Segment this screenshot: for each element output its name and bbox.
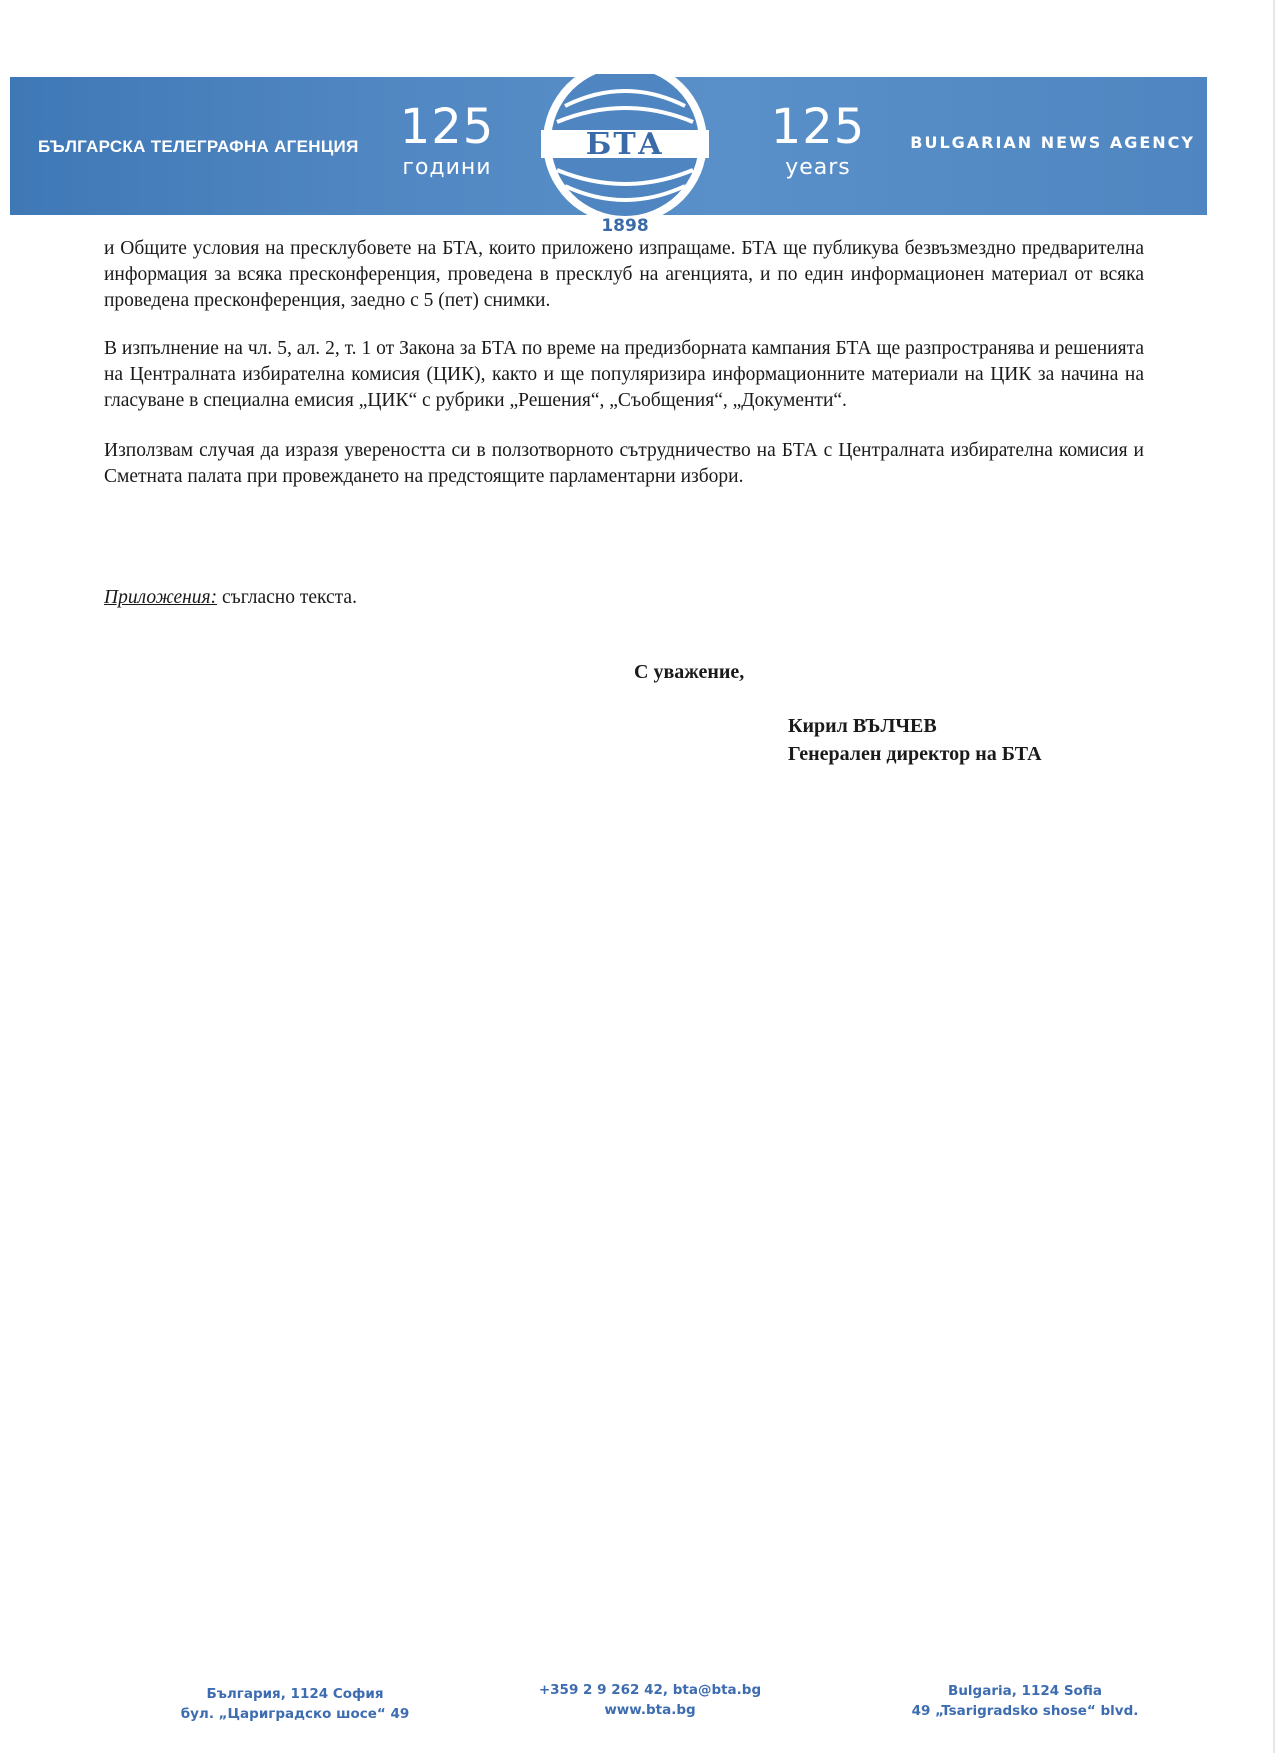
logo-text: БТА: [585, 127, 665, 162]
footer-website: www.bta.bg: [604, 1702, 696, 1718]
anniversary-en: [763, 99, 873, 180]
letter-body: [104, 236, 1144, 490]
body-paragraph-3: Използвам случая да изразя увереността си в ползотворното сътрудничество на БТА с Централната избирателна комисия и Сметната палата при провеждането на предстоящите парламентарни избори.: [104, 440, 1144, 487]
signature-block: [788, 712, 1042, 768]
signatory-title: Генерален директор на БТА: [788, 743, 1042, 765]
agency-name-bg: БЪЛГАРСКА ТЕЛЕГРАФНА АГЕНЦИЯ: [38, 137, 359, 156]
anniversary-word-en: years: [785, 155, 851, 180]
attachments-label: Приложения:: [104, 587, 218, 608]
footer-left-line-1: България, 1124 София: [206, 1686, 384, 1702]
signatory-name: Кирил ВЪЛЧЕВ: [788, 715, 937, 737]
anniversary-number-bg: 125: [399, 99, 495, 155]
footer-right-line-1: Bulgaria, 1124 Sofia: [948, 1683, 1102, 1699]
footer-phone-email: +359 2 9 262 42, bta@bta.bg: [538, 1682, 762, 1698]
anniversary-number-en: 125: [770, 99, 866, 155]
agency-name-en: BULGARIAN NEWS AGENCY: [910, 133, 1195, 152]
footer-address-bg: [130, 1684, 460, 1724]
closing-salutation: С уважение,: [634, 661, 745, 683]
footer-right-line-2: 49 „Tsarigradsko shose“ blvd.: [911, 1703, 1139, 1719]
attachments-line: [104, 585, 357, 611]
globe-logo-icon: [525, 74, 725, 219]
anniversary-bg: [392, 99, 502, 180]
founded-year: 1898: [601, 216, 649, 236]
footer-contacts: [490, 1680, 810, 1720]
anniversary-word-bg: години: [402, 155, 492, 180]
footer-address-en: [860, 1681, 1190, 1721]
attachments-text: съгласно текста.: [217, 587, 357, 608]
body-paragraph-1: и Общите условия на пресклубовете на БТА, които приложено изпращаме. БТА ще публикува безвъзмездно предварителна информация за всяка пресконференция, проведена в пресклуб на агенцията, и по един информационен материал от всяка проведена пресконференция, заедно с 5 (пет) снимки.: [104, 238, 1144, 311]
bta-logo: [525, 74, 725, 244]
footer-left-line-2: бул. „Цариградско шосе“ 49: [180, 1706, 410, 1722]
body-paragraph-2: В изпълнение на чл. 5, ал. 2, т. 1 от Закона за БТА по време на предизборната кампания БТА ще разпространява и решенията на Централната избирателна комисия (ЦИК), както и ще популяризира информационните материали на ЦИК за начина на гласуване в специална емисия „ЦИК“ с рубрики „Решения“, „Съобщения“, „Документи“.: [104, 338, 1144, 411]
